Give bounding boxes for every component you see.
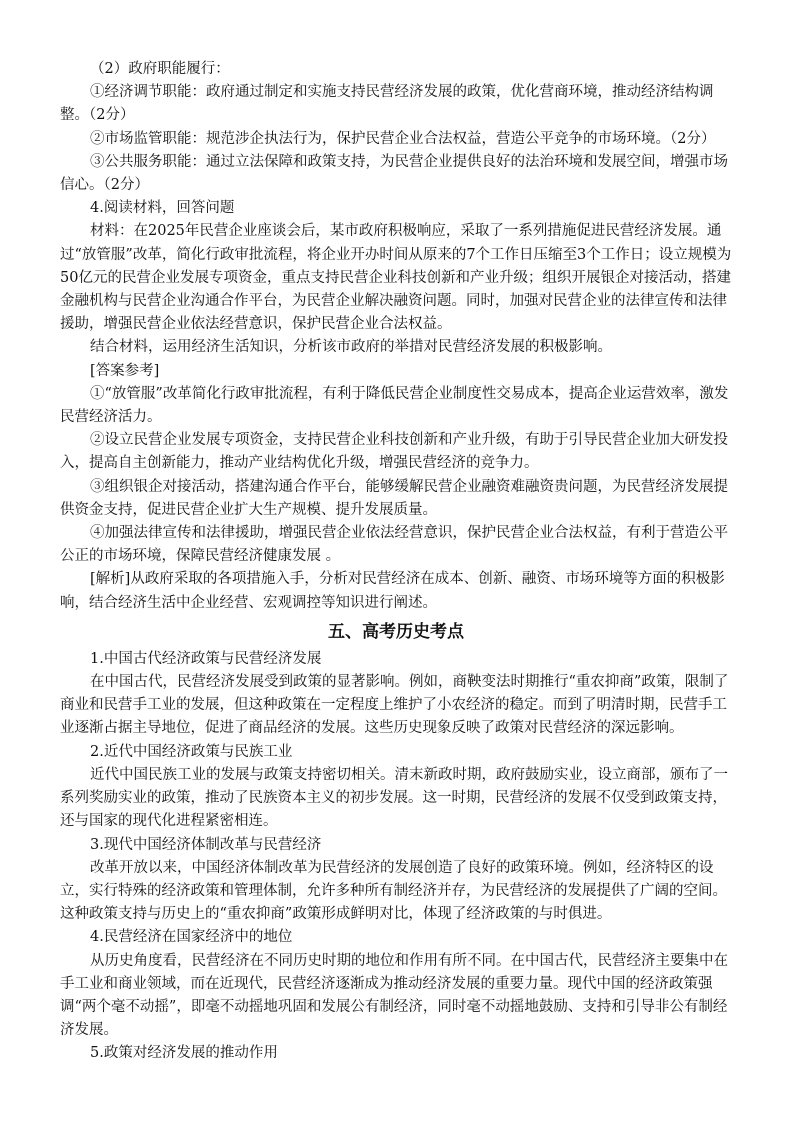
paragraph: ①经济调节职能：政府通过制定和实施支持民营经济发展的政策，优化营商环境，推动经济结构调整。（2分） — [60, 84, 714, 124]
question-paragraph: 结合材料，运用经济生活知识，分析该市政府的举措对民营经济发展的积极影响。 — [90, 339, 612, 356]
section-heading: 五、高考历史考点 — [328, 621, 464, 642]
item-title: 4.民营经济在国家经济中的地位 — [90, 929, 293, 946]
material-paragraph: 材料：在2025年民营企业座谈会后，某市政府积极响应，采取了一系列措施促进民营经济发展。通过“放管服”改革，简化行政审批流程，将企业开办时间从原来的7个工作日压缩至3个工作日；设立规模为50亿元的民营企业发展专项资金，重点支持民营企业科技创新和产业升级；组织开展银企对接活动，搭建金融机构与民营企业沟通合作平台，为民营企业解决融资问题。同时，加强对民营企业的法律宣传和法律援助，增强民营企业依法经营意识，保护民营企业合法权益。 — [60, 223, 732, 333]
answer-paragraph: ②设立民营企业发展专项资金，支持民营企业科技创新和产业升级，有助于引导民营企业加大研发投入，提高自主创新能力，推动产业结构优化升级，增强民营经济的竞争力。 — [60, 432, 728, 472]
answer-paragraph: ①“放管服”改革简化行政审批流程，有利于降低民营企业制度性交易成本，提高企业运营效率，激发民营经济活力。 — [60, 385, 729, 426]
item-body: 改革开放以来，中国经济体制改革为民营经济的发展创造了良好的政策环境。例如，经济特区的设立，实行特殊的经济政策和管理体制，允许多种所有制经济并存，为民营经济的发展提供了广阔的空间。这种政策支持与历史上的“重农抑商”政策形成鲜明对比，体现了经济政策的与时俱进。 — [60, 859, 727, 923]
question-title: 4.阅读材料，回答问题 — [90, 200, 235, 217]
item-title: 2.近代中国经济政策与民族工业 — [90, 743, 293, 760]
analysis-paragraph: [解析]从政府采取的各项措施入手，分析对民营经济在成本、创新、融资、市场环境等方面的积极影响，结合经济生活中企业经营、宏观调控等知识进行阐述。 — [60, 571, 725, 611]
item-body: 近代中国民族工业的发展与政策支持密切相关。清末新政时期，政府鼓励实业，设立商部，颁布了一系列奖励实业的政策，推动了民族资本主义的初步发展。这一时期，民营经济的发展不仅受到政策支持，还与国家的现代化进程紧密相连。 — [60, 766, 728, 830]
subsection-heading: （2）政府职能履行： — [90, 61, 230, 77]
item-title: 1.中国古代经济政策与民营经济发展 — [90, 650, 322, 667]
paragraph: ②市场监管职能：规范涉企执法行为，保护民营企业合法权益，营造公平竞争的市场环境。（2分） — [90, 130, 716, 147]
item-body: 在中国古代，民营经济发展受到政策的显著影响。例如，商鞅变法时期推行“重农抑商”政策，限制了商业和民营手工业的发展，但这种政策在一定程度上维护了小农经济的稳定。而到了明清时期，民营手工业逐渐占据主导地位，促进了商品经济的发展。这些历史现象反映了政策对民营经济的深远影响。 — [60, 674, 729, 737]
item-title: 3.现代中国经济体制改革与民营经济 — [90, 836, 322, 853]
paragraph: ③公共服务职能：通过立法保障和政策支持，为民营企业提供良好的法治环境和发展空间，增强市场信心。（2分） — [60, 153, 728, 194]
item-body: 从历史角度看，民营经济在不同历史时期的地位和作用有所不同。在中国古代，民营经济主要集中在手工业和商业领域，而在近现代，民营经济逐渐成为推动经济发展的重要力量。现代中国的经济政策强调“两个毫不动摇”，即毫不动摇地巩固和发展公有制经济，同时毫不动摇地鼓励、支持和引导非公有制经济发展。 — [60, 952, 728, 1039]
answer-label: [答案参考] — [90, 362, 160, 379]
answer-paragraph: ④加强法律宣传和法律援助，增强民营企业依法经营意识，保护民营企业合法权益，有利于营造公平公正的市场环境，保障民营经济健康发展 。 — [60, 525, 728, 565]
item-title: 5.政策对经济发展的推动作用 — [90, 1045, 278, 1062]
answer-paragraph: ③组织银企对接活动，搭建沟通合作平台，能够缓解民营企业融资难融资贵问题，为民营经济发展提供资金支持，促进民营企业扩大生产规模、提升发展质量。 — [60, 478, 728, 518]
